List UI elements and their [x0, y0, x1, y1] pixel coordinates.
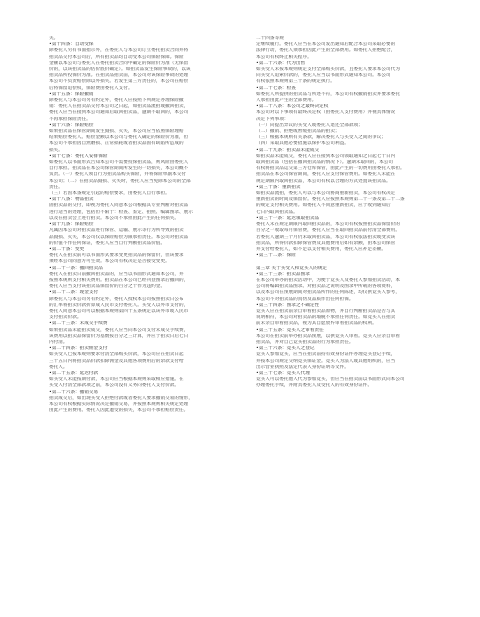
text-line: 拍卖品，所得价款扣除保管费及其他费用后如有余额，由本公司保管: [256, 240, 396, 246]
text-line: •第三十四条：图录之不确定性: [256, 302, 320, 308]
text-line: 如果拍卖品未能拍卖成交，委托人应当向本公司支付未成交手续费，: [49, 327, 189, 333]
text-line: （二）撤销、拒绝或暂缓拍卖品的拍卖；: [256, 129, 340, 135]
text-line: 如拍卖品流拍，委托人可以与本公司协商重新拍卖，本公司有权决定: [256, 191, 396, 197]
text-line: 损失。: [49, 147, 63, 153]
text-line: 七日内取回拍卖品。: [256, 209, 298, 215]
text-line: 出示营业执照及法定代表人身份证明等文件。: [256, 364, 349, 370]
text-line: 有权依照本规则第三十条的规定执行。: [256, 79, 335, 85]
text-line: 本公司有权根据实际情况决定撤销交易，并按照本规则相关规定处理: [49, 401, 189, 407]
text-line: 本公司不对拍卖品的真伪及品质作出任何担保。: [256, 296, 354, 302]
text-line: 如拍卖品未能成交，委托人应在接到本公司领取通知之日起七十日内: [256, 153, 396, 159]
text-line: 以及本公司在预展期间对拍卖品所作的任何陈述，均仅供竞买人参考，: [256, 290, 400, 296]
text-line: 本公司有权终止相关程序。: [256, 54, 312, 60]
text-line: 价的，以该拍卖品的估价底价确定）。如拍卖品发生保险事故的，以该: [49, 67, 191, 73]
text-line: 若委托人逾期三个月仍未取回拍卖品，本公司有权依法拍卖或变卖该: [256, 234, 396, 240]
text-line: •第十六条：保险赔偿: [49, 122, 94, 128]
text-line: 竞买人可以委托他人代为参加竞买，但应当在拍卖前以书面形式向本公司: [256, 377, 405, 383]
text-line: 进行适当的处理，包括但不限于：检查、鉴定、拍照、编辑图录、展示: [49, 209, 193, 215]
text-line: 规定期限内取回拍卖品，本公司有权以合理的方式处置该拍卖品。: [256, 178, 391, 184]
right-text-column: [256, 36, 426, 390]
text-line: •第二十四条：拍卖佣金支付: [49, 346, 108, 352]
text-line: •第十四条：自动受保: [49, 42, 94, 48]
text-line: 委托人应当支付该拍卖品保留价的百分之十作为违约金。: [49, 284, 166, 290]
text-line: •第二十九条：拍卖品未能成交: [256, 147, 320, 153]
text-line: 本公司；（二）在拍卖品毁损、灭失时，委托人应当免除本公司的全部: [49, 178, 191, 184]
text-line: 委托人同意本公司可以根据本规则第四十五条规定以该外币或人民币: [49, 308, 189, 314]
text-line: 说明相符，本公司对拍卖品的瑕疵不承担任何责任。如竞买人在拍卖: [256, 315, 396, 321]
text-line: 销：委托人在拍卖品交付本公司之日起，如拍卖品流拍或撤回拍卖，: [49, 104, 189, 110]
text-line: 除委托人与本公司另有约定外，委托人应按照下列规定办理保险撤: [49, 98, 184, 104]
text-line: 并按本公司规定交纳竞买保证金。竞买人为法人或其他组织的，应当: [256, 358, 396, 364]
text-line: •第十七条：委托人安排保险: [49, 153, 108, 159]
text-line: 固拍卖品的交付，即视为委托人同意本公司根据其专业判断对拍卖品: [49, 203, 189, 209]
text-line: 品毁损、灭失，本公司仅以保险赔偿为限承担责任。本公司对拍卖品: [49, 234, 189, 240]
text-line: 重新拍卖的时间及保留价。委托人应按照本规则第二十一条及第二十二条: [256, 197, 405, 203]
text-line: 除委托人另有书面指示外，在委托人与本公司订立委托拍卖合同并将: [49, 48, 189, 54]
text-line: •第二十一条：撤回拍卖品: [49, 265, 103, 271]
text-line: 按照本规则支付相关费用。拍卖品在本公司已经刊登图录后撤回的，: [49, 277, 189, 283]
text-line: •第三十五条：竞买人之审看责任: [256, 327, 324, 333]
text-line: 人承担由此产生的全部费用。: [256, 98, 317, 104]
text-line: •第三十三条：拍卖品图录: [256, 271, 310, 277]
text-line: 第三章 关于买受人和竞买人的规定: [256, 265, 328, 271]
text-line: 本公司在拍卖前举办拍卖品预展，以供竞买人审看。竞买人应亲自审看: [256, 333, 400, 339]
text-line: 委托人在拍卖日前撤回拍卖品的，应当以书面形式通知本公司，并: [49, 271, 184, 277]
text-line: 二十四条等规: [256, 36, 284, 41]
text-line: 须经本公司同意方可生效。本公司有权决定是否接受变更。: [49, 259, 170, 265]
text-line: 支付拍卖价款。: [49, 315, 82, 321]
text-line: 在本公司举办的拍卖活动中，为便于竞买人及委托人参加拍卖活动，本: [256, 277, 400, 283]
text-line: 如买受人未能按期付款，本公司应当根据本规则采取相应措施。在: [49, 377, 184, 383]
text-line: 拍卖品在本公司保管期间，委托人应支付保管费用。如委托人未能在: [256, 172, 396, 178]
text-line: •第二十六条：代为出售: [256, 60, 306, 66]
text-line: 的规定支付相关费用。如委托人不同意重新拍卖，应于收到通知后: [256, 203, 391, 209]
text-line: •第三十一条：延迟领取拍卖品: [256, 215, 320, 221]
text-line: 前未亲自审看拍卖品，视为其自愿放弃审看拍卖品的权利。: [256, 321, 377, 327]
text-line: 百分之一收取每月保管费，委托人应当在取回拍卖品前付清全部费用。: [256, 228, 400, 234]
text-line: 办理委托手续，并附具委托人及受托人的有效身份证件。: [256, 383, 373, 389]
text-line: 如委托人所提供的拍卖品与所述不符，本公司有权撤销拍卖并要求委托: [256, 91, 400, 97]
text-line: 如委托人以书面形式告知本公司不需要投保拍卖品，则风险由委托人: [49, 160, 189, 166]
text-line: 决定下列事项：: [256, 116, 289, 122]
text-line: 本公司不负责赔偿除以外损失。若发生第三方责任的，本公司在赔偿: [49, 79, 189, 85]
text-line: 本公司对以下事项有最终决定权（由委托人支付费用）并视具体情况: [256, 110, 396, 116]
text-line: 结果赔偿委托人。赔偿金额以本公司与委托人确定的保险价为准，但: [49, 135, 189, 141]
text-line: （三）根据本规则有关条款，解决委托人与买受人之间的争议；: [256, 135, 387, 141]
text-line: 公司将编辑拍卖品图录。对拍卖品之说明及图录中所载的各项资料，: [256, 284, 396, 290]
text-line: 金额以本公司与委托人在委托拍卖合同中确定的保险价为准（无保留: [49, 60, 189, 66]
text-line: 拍卖成交后，如出现买受人拒绝付款或者委托人要求撤销交易的情形，: [49, 395, 193, 401]
text-line: 法律行动，委托人须承担因此产生的全部费用。如委托人拒绝配合，: [256, 48, 396, 54]
text-line: 委托人在拍卖前可以书面形式要求变更拍卖品的保留价，但该要求: [49, 253, 184, 259]
text-line: 向买受人追索价款的，委托人应当以书面形式通知本公司。本公司: [256, 73, 391, 79]
text-line: 拍卖品所投保价为准。在拍卖品拍卖前，本公司对该保险事故的处理: [49, 73, 189, 79]
text-line: （一）向提出异议的买受人或委托人退还全部款项；: [256, 122, 363, 128]
left-text-column: [49, 36, 219, 414]
text-line: 内付清。: [49, 339, 68, 345]
text-line: 如果拍卖品在保管期间发生毁损、灭失，本公司应当依照保险理赔: [49, 129, 184, 135]
text-line: 定继续履行。委托人应当在本公司发出通知后配合本公司采取必要的: [256, 42, 396, 48]
text-line: 除委托人与本公司另有约定外，委托人授权本公司按照拍卖日公布: [49, 296, 184, 302]
text-line: 委托人。: [49, 364, 68, 370]
text-line: •第三十二条：保险: [256, 253, 296, 259]
text-line: •第三十条：重新拍卖: [256, 184, 301, 190]
text-line: •第三十七条：竞买人代理: [256, 370, 310, 376]
text-line: 该费用以拍卖品保留价为基数按百分之三计算，并应于拍卖日后七日: [49, 333, 189, 339]
text-line: 竞买人应在拍卖前亲自审看拍卖品原物，并自行判断拍卖品是否与其: [256, 308, 396, 314]
text-line: 三十五日内将拍卖品价款扣除佣金及其他各项费用后的余款支付给: [49, 358, 184, 364]
text-line: 如买受人已按本规则要求付清全部购买价款，本公司应在拍卖日起: [49, 352, 184, 358]
text-line: •第二十二条：现金支付: [49, 290, 99, 296]
text-line: •第十五条：保险撤销: [49, 91, 94, 97]
text-line: 自行承担。拍卖品在本公司保管期间所发生的一切损失，本公司概不: [49, 166, 189, 172]
text-line: 有权将拍卖品运交第三方仓库保管，由此产生的一切费用由委托人承担。: [256, 166, 405, 172]
text-line: 竞买人参加竞买，应当在拍卖前持有效身份证件办理竞买登记手续，: [256, 352, 396, 358]
text-line: 本公司不承担因自然磨损、正常损耗或者拍卖品固有缺陷所造成的: [49, 141, 184, 147]
text-line: 关。: [49, 36, 59, 41]
text-line: •第十八条：物品拍卖: [49, 197, 94, 203]
text-line: 后将保留追偿权，保险费由委托人支付。: [49, 85, 133, 91]
text-line: 以及在拍卖会上进行拍卖。本公司不承担由此产生的任何损失。: [49, 215, 180, 221]
text-line: 不再承担保险责任。: [49, 116, 91, 122]
text-line: •第二十八条：本公司之最终决定权: [256, 104, 329, 110]
text-line: •第二十三条：未成交手续费: [49, 321, 108, 327]
text-line: （四）采取其他必要措施以保护本公司利益。: [256, 141, 349, 147]
text-line: 委托人未在规定期限内取回拍卖品的，本公司有权按照拍卖品保留价的: [256, 222, 400, 228]
text-line: 的价值不作任何保证，委托人应当自行判断拍卖品价值。: [49, 240, 166, 246]
text-line: 责任。: [49, 184, 63, 190]
text-line: 负责。（一）委托人须自行为拍卖品购买保险，并将保险单副本交付: [49, 172, 187, 178]
text-line: •第十九条：保险赔偿: [49, 222, 94, 228]
text-line: 由此产生的费用。委托人因此遭受的损失，本公司不承担赔偿责任。: [49, 408, 189, 414]
text-line: •第二十六条：撤销交易: [49, 389, 99, 395]
text-line: 委托人应当在接到本公司通知后取回拍卖品，逾期不取回的，本公司: [49, 110, 189, 116]
text-line: 拍卖品，并对自己竞买拍卖品的行为承担责任。: [256, 339, 354, 345]
text-line: •第三十六条：竞买人之登记: [256, 346, 315, 352]
text-line: 取回拍卖品（包括在撤回拍卖品的情况下）。逾期未取回的，本公司: [256, 160, 394, 166]
text-line: 买受人付清全部款项之前，本公司没有义务向委托人支付价款。: [49, 383, 180, 389]
text-line: •第二十七条：检查: [256, 85, 296, 91]
text-line: 凡属因本公司对拍卖品进行保管、运输、展示等行为所导致的拍卖: [49, 228, 184, 234]
text-line: 并支付给委托人，如不足以支付相关费用，委托人应补足差额。: [256, 246, 387, 252]
text-line: 的汇率将拍卖价款折算成人民币支付委托人。买受人以外币支付的，: [49, 302, 189, 308]
text-line: （三）若因本条规定引起的赔偿要求，由委托人自行承担。: [49, 191, 170, 197]
text-line: •第二十五条：延迟付款: [49, 370, 99, 376]
text-line: 拍卖品交付本公司后，所有拍卖品均自动受本公司保险保障。保险: [49, 54, 184, 60]
text-line: 如买受人未按本规则规定支付全部购买价款，且委托人要求本公司代为: [256, 67, 400, 73]
text-line: •第二十条：变更: [49, 246, 85, 252]
